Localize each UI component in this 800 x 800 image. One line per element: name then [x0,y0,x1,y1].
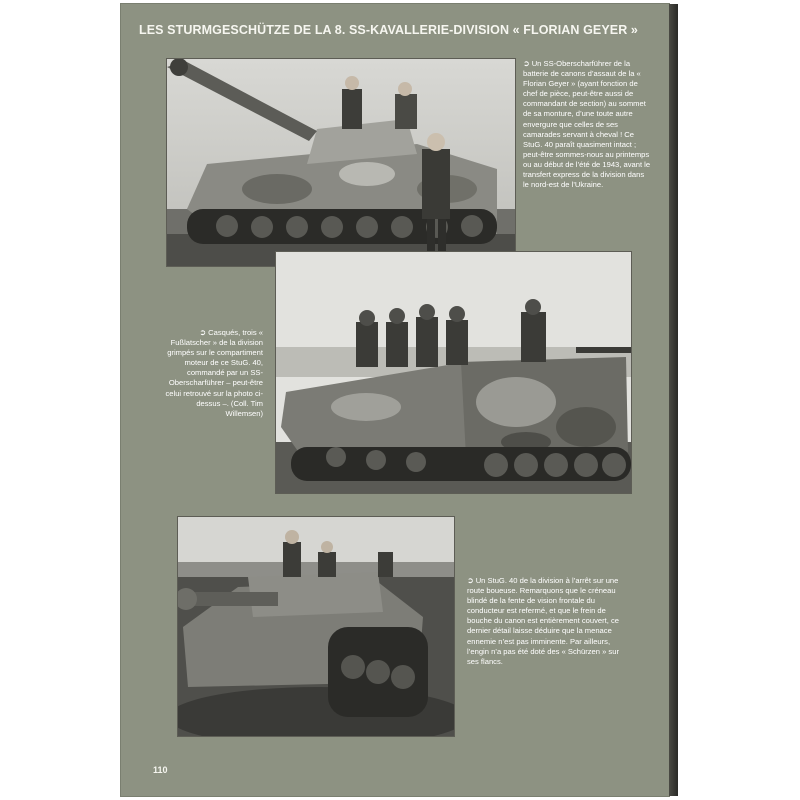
photo-stug-commander [166,58,516,267]
page-number: 110 [153,765,168,775]
caption-text: Un SS-Oberscharführer de la batterie de canons d’assaut de la « Florian Geyer » (ayant fonction de chef de pièce, peut-être aussi de commandant de section) au sommet de sa monture, d’une toute autre envergure que celles de ses camarades servant à cheval ! Ce StuG. 40 paraît quasiment intact ; peut-être sommes-nous au printemps ou au début de l’été de 1943, avant le transfert express de la division dans le nord-est de l’Ukraine. [523,59,651,190]
caption-text: Casqués, trois « Fußlatscher » de la division grimpés sur le compartiment moteur de ce StuG. 40, commandé par un SS-Oberscharführer – peut-être celui retrouvé sur la photo ci-dessus –. (Coll. Tim Willemsen) [165,328,263,418]
photo-stug-muddy-road [177,516,455,737]
page-title: LES STURMGESCHÜTZE DE LA 8. SS-KAVALLERIE-DIVISION « FLORIAN GEYER » [139,23,638,37]
caption-text: Un StuG. 40 de la division à l’arrêt sur une route boueuse. Remarquons que le créneau blindé de la fente de vision frontale du conducteur est refermé, et que le frein de bouche du canon est entièrement couvert, ce dernier détail laisse déduire que la menace ennemie n’est pas imminente. Par ailleurs, l’engin n’a pas été doté des « Schürzen » sur ses flancs. [467,576,619,666]
book-spine [669,4,678,796]
arrow-icon: ➲ [199,328,207,337]
caption-photo-3 [467,576,623,667]
arrow-icon: ➲ [467,576,474,585]
caption-photo-1 [523,59,651,190]
caption-photo-2 [159,328,263,419]
photo-stug-infantry [275,251,632,494]
arrow-icon: ➲ [523,59,530,68]
